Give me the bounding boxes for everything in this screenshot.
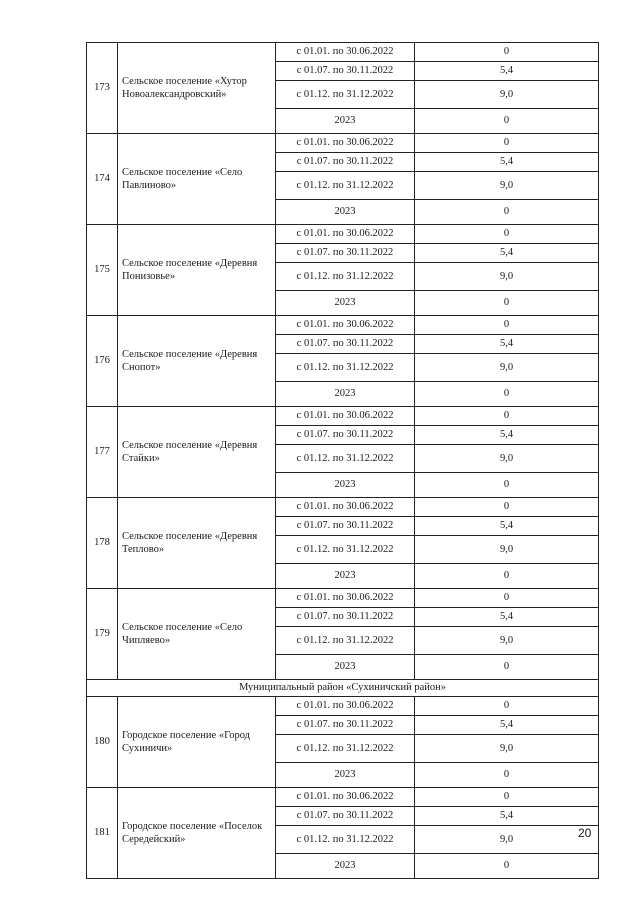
value-cell: 0	[415, 854, 599, 879]
period-cell: с 01.01. по 30.06.2022	[276, 788, 415, 807]
value-cell: 9,0	[415, 536, 599, 564]
period-cell: с 01.12. по 31.12.2022	[276, 826, 415, 854]
table-row	[87, 316, 599, 335]
value-cell: 9,0	[415, 263, 599, 291]
settlement-name: Городское поселение «Город Сухиничи»	[118, 697, 276, 788]
settlement-name: Городское поселение «Поселок Середейский»	[118, 788, 276, 879]
period-cell: 2023	[276, 473, 415, 498]
value-cell: 0	[415, 134, 599, 153]
period-cell: с 01.07. по 30.11.2022	[276, 807, 415, 826]
period-cell: с 01.12. по 31.12.2022	[276, 735, 415, 763]
value-cell: 0	[415, 564, 599, 589]
settlement-name: Сельское поселение «Село Чипляево»	[118, 589, 276, 680]
period-cell: 2023	[276, 291, 415, 316]
value-cell: 9,0	[415, 81, 599, 109]
value-cell: 9,0	[415, 627, 599, 655]
period-cell: с 01.12. по 31.12.2022	[276, 627, 415, 655]
period-cell: с 01.12. по 31.12.2022	[276, 354, 415, 382]
period-cell: с 01.01. по 30.06.2022	[276, 498, 415, 517]
table-row	[87, 697, 599, 716]
period-cell: с 01.12. по 31.12.2022	[276, 445, 415, 473]
period-cell: 2023	[276, 200, 415, 225]
period-cell: 2023	[276, 564, 415, 589]
page-number: 20	[578, 826, 592, 840]
value-cell: 0	[415, 200, 599, 225]
period-cell: с 01.07. по 30.11.2022	[276, 716, 415, 735]
period-cell: 2023	[276, 854, 415, 879]
row-number: 179	[87, 589, 118, 680]
period-cell: с 01.12. по 31.12.2022	[276, 536, 415, 564]
period-cell: с 01.07. по 30.11.2022	[276, 62, 415, 81]
value-cell: 5,4	[415, 62, 599, 81]
value-cell: 5,4	[415, 608, 599, 627]
period-cell: 2023	[276, 655, 415, 680]
settlement-name: Сельское поселение «Деревня Стайки»	[118, 407, 276, 498]
value-cell: 5,4	[415, 807, 599, 826]
period-cell: с 01.01. по 30.06.2022	[276, 697, 415, 716]
row-number: 181	[87, 788, 118, 879]
period-cell: с 01.07. по 30.11.2022	[276, 244, 415, 263]
district-row	[87, 680, 599, 697]
value-cell: 0	[415, 109, 599, 134]
value-cell: 5,4	[415, 426, 599, 445]
value-cell: 9,0	[415, 445, 599, 473]
value-cell: 0	[415, 473, 599, 498]
value-cell: 0	[415, 407, 599, 426]
period-cell: с 01.01. по 30.06.2022	[276, 589, 415, 608]
table-row	[87, 589, 599, 608]
row-number: 177	[87, 407, 118, 498]
settlement-name: Сельское поселение «Село Павлиново»	[118, 134, 276, 225]
row-number: 173	[87, 43, 118, 134]
value-cell: 0	[415, 788, 599, 807]
period-cell: с 01.01. по 30.06.2022	[276, 407, 415, 426]
settlement-name: Сельское поселение «Деревня Теплово»	[118, 498, 276, 589]
district-heading: Муниципальный район «Сухиничский район»	[87, 680, 599, 697]
value-cell: 5,4	[415, 153, 599, 172]
period-cell: 2023	[276, 382, 415, 407]
value-cell: 5,4	[415, 716, 599, 735]
settlement-name: Сельское поселение «Деревня Снопот»	[118, 316, 276, 407]
value-cell: 0	[415, 763, 599, 788]
period-cell: с 01.12. по 31.12.2022	[276, 172, 415, 200]
period-cell: с 01.07. по 30.11.2022	[276, 426, 415, 445]
row-number: 178	[87, 498, 118, 589]
value-cell: 5,4	[415, 517, 599, 536]
value-cell: 5,4	[415, 244, 599, 263]
row-number: 176	[87, 316, 118, 407]
value-cell: 0	[415, 382, 599, 407]
value-cell: 9,0	[415, 172, 599, 200]
value-cell: 0	[415, 498, 599, 517]
period-cell: с 01.12. по 31.12.2022	[276, 263, 415, 291]
table-row	[87, 498, 599, 517]
value-cell: 9,0	[415, 826, 599, 854]
tariff-table	[86, 42, 599, 879]
value-cell: 0	[415, 697, 599, 716]
period-cell: с 01.07. по 30.11.2022	[276, 517, 415, 536]
table-row	[87, 788, 599, 807]
value-cell: 0	[415, 655, 599, 680]
period-cell: с 01.01. по 30.06.2022	[276, 316, 415, 335]
table-row	[87, 225, 599, 244]
table-row	[87, 43, 599, 62]
value-cell: 0	[415, 43, 599, 62]
value-cell: 9,0	[415, 735, 599, 763]
value-cell: 0	[415, 316, 599, 335]
row-number: 174	[87, 134, 118, 225]
period-cell: с 01.07. по 30.11.2022	[276, 153, 415, 172]
settlement-name: Сельское поселение «Хутор Новоалександровский»	[118, 43, 276, 134]
table-row	[87, 407, 599, 426]
period-cell: с 01.01. по 30.06.2022	[276, 43, 415, 62]
period-cell: с 01.07. по 30.11.2022	[276, 608, 415, 627]
value-cell: 0	[415, 291, 599, 316]
period-cell: 2023	[276, 763, 415, 788]
period-cell: с 01.07. по 30.11.2022	[276, 335, 415, 354]
period-cell: 2023	[276, 109, 415, 134]
row-number: 180	[87, 697, 118, 788]
table-row	[87, 134, 599, 153]
period-cell: с 01.01. по 30.06.2022	[276, 225, 415, 244]
value-cell: 9,0	[415, 354, 599, 382]
period-cell: с 01.01. по 30.06.2022	[276, 134, 415, 153]
value-cell: 0	[415, 589, 599, 608]
period-cell: с 01.12. по 31.12.2022	[276, 81, 415, 109]
row-number: 175	[87, 225, 118, 316]
settlement-name: Сельское поселение «Деревня Понизовье»	[118, 225, 276, 316]
value-cell: 5,4	[415, 335, 599, 354]
value-cell: 0	[415, 225, 599, 244]
